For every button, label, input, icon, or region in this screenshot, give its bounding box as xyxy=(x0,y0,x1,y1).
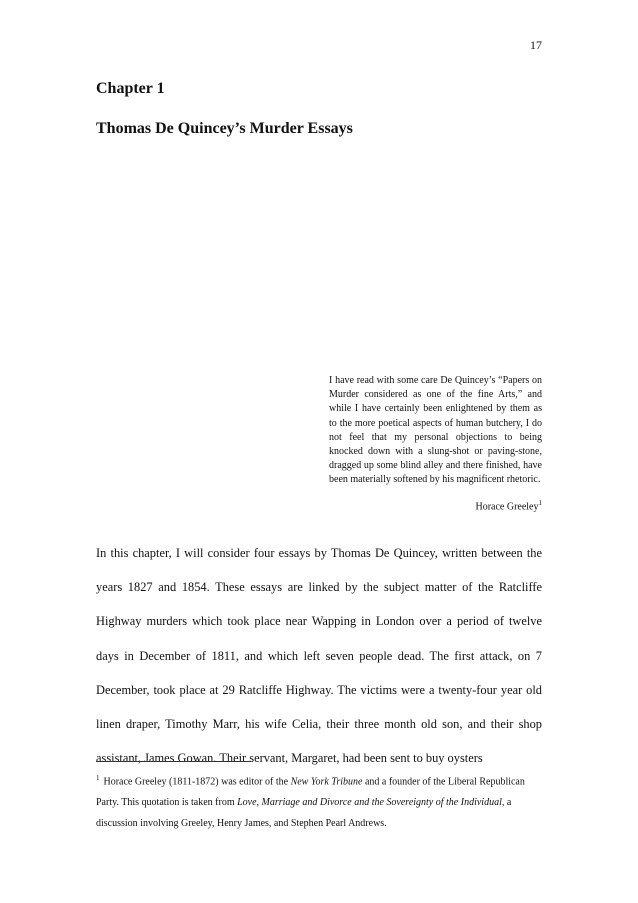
footnote-text-2: and a founder of the Liberal Republican Party. This quotation is taken from xyxy=(96,776,525,809)
footnote-divider xyxy=(96,761,251,762)
chapter-label: Chapter 1 xyxy=(96,80,165,97)
footnote-italic-title-2: Love, Marriage and Divorce and the Sovereignty of the Individual xyxy=(237,797,502,809)
epigraph xyxy=(329,374,542,514)
epigraph-author: Horace Greeley xyxy=(475,500,539,512)
body-paragraph: In this chapter, I will consider four essays by Thomas De Quincey, written between the years 1827 and 1854. These essays are linked by the subject matter of the Ratcliffe Highway murders which took place near Wapping in London over a period of twelve days in December of 1811, and which left seven people dead. The first attack, on 7 December, took place at 29 Ratcliffe Highway. The victims were a twenty-four year old linen draper, Timothy Marr, his wife Celia, their three month old son, and their shop assistant, James Gowan. Their servant, Margaret, had been sent to buy oysters xyxy=(96,546,542,766)
epigraph-attribution xyxy=(329,496,542,515)
chapter-title: Thomas De Quincey’s Murder Essays xyxy=(96,120,353,137)
footnote-text-3: , a discussion involving Greeley, Henry James, and Stephen Pearl Andrews. xyxy=(96,797,512,829)
footnote-number: 1 xyxy=(96,774,100,782)
footnote-reference[interactable]: 1 xyxy=(538,498,542,507)
footnote-italic-title-1: New York Tribune xyxy=(290,776,363,788)
footnote-text-1: Horace Greeley (1811-1872) was editor of the xyxy=(103,776,291,788)
epigraph-text: I have read with some care De Quincey’s “Papers on Murder considered as one of the fine Arts,” and while I have certainly been enlightened by them as to the more poetical aspects of human butchery, I do not feel that my personal objections to being knocked down with a slung-shot or paving-stone, dragged up some blind alley and there finished, have been materially softened by his magnificent rhetoric. xyxy=(329,375,542,486)
footnote xyxy=(96,768,542,835)
page-number: 17 xyxy=(530,38,542,52)
